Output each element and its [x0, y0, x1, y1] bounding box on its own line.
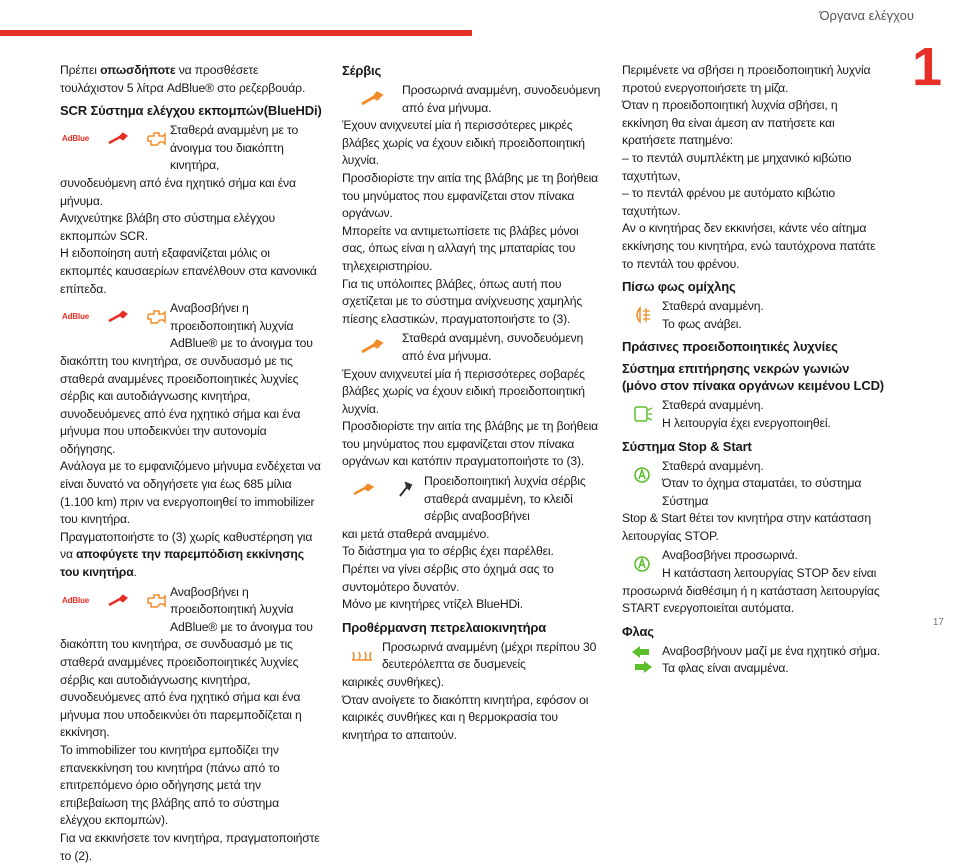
wrench-icon [353, 484, 375, 496]
preheat-cont-p3: Αν ο κινητήρας δεν εκκινήσει, κάντε νέο αίτημα εκκίνησης του κινητήρα, ενώ ταυτόχρονα πατάτε το πεντάλ του φρένου. [622, 221, 876, 271]
stop-start-icon [632, 554, 652, 574]
column-2 [342, 62, 604, 744]
engine-icon [146, 593, 168, 609]
dash-item-clutch: – το πεντάλ συμπλέκτη με μηχανικό κιβώτιο ταχυτήτων, [622, 150, 852, 183]
dash-item-brake: – το πεντάλ φρένου με αυτόματο κιβώτιο ταχυτήτων. [622, 186, 836, 218]
service-1-p1: Έχουν ανιχνευτεί μία ή περισσότερες μικρές βλάβες χωρίς να έχουν ειδική προειδοποιητική λυχνία. [342, 118, 585, 168]
service-icons-1 [342, 82, 402, 116]
scr-block-2-p3 [60, 529, 322, 582]
header-accent-bar [0, 30, 472, 36]
scr-block-3 [60, 584, 322, 637]
scr-block-1-p2: Ανιχνεύτηκε βλάβη στο σύστημα ελέγχου εκπομπών SCR. [60, 211, 276, 243]
preheat-title: Προθέρμανση πετρελαιοκινητήρα [342, 619, 547, 635]
stop-start-2-text [662, 547, 884, 582]
wrench-icon [108, 133, 128, 145]
service-block-1 [342, 82, 604, 117]
preheat-p1: Όταν ανοίγετε το διακόπτη κινητήρα, εφόσον οι καιρικές συνθήκες και η θερμοκρασία του κινητήρα το απαιτούν. [342, 692, 589, 742]
column-3 [622, 62, 884, 678]
scr-block-2-top: Αναβοσβήνει η προειδοποιητική λυχνία AdBlue® με το άνοιγμα του [170, 301, 313, 351]
wrench-icon [108, 595, 128, 607]
scr-block-2-p2: Ανάλογα με το εμφανιζόμενο μήνυμα ενδέχεται να είναι δυνατό να οδηγήσετε για έως 685 μίλια (1.100 km) πριν να ενεργοποιηθεί το immobilizer του κινητήρα. [60, 459, 321, 527]
scr-block-2-rest: διακόπτη του κινητήρα, σε συνδυασμό με τις σταθερά αναμμένες προειδοποιητικές λυχνίες σέρβις και αυτοδιάγνωσης κινητήρα, συνοδευόμενες από ένα ηχητικό σήμα και ένα μήνυμα που υποδεικνύει την αυτονομία οδήγησης. [60, 353, 301, 456]
glow-plug-icon [351, 650, 373, 662]
green-lights-title: Πράσινες προειδοποιητικές λυχνίες [622, 339, 838, 355]
intro-bold: οπωσδήποτε [100, 63, 176, 77]
scr-icons-1 [60, 122, 170, 156]
service-3-top: Προειδοποιητική λυχνία σέρβις σταθερά αναμμένη, το κλειδί σέρβις αναβοσβήνει [424, 474, 586, 524]
rear-fog-icons [622, 298, 662, 332]
stop-start-2-line2: Η κατάσταση λειτουργίας STOP δεν είναι [662, 566, 877, 581]
preheat-icons [342, 639, 382, 673]
indicators-icons [622, 643, 662, 677]
service-key-icon [397, 482, 413, 498]
stop-start-1-line2: Όταν το όχημα σταματάει, το σύστημα Σύστημα [662, 476, 862, 508]
rear-fog-title: Πίσω φως ομίχλης [622, 279, 736, 295]
service-1-top: Προσωρινά αναμμένη, συνοδευόμενη από ένα μήνυμα. [402, 83, 601, 115]
column-1 [60, 62, 322, 865]
rear-fog-text [662, 298, 884, 333]
service-3-p2: Πρέπει να γίνει σέρβις στο όχημά σας το συντομότερο δυνατόν. [342, 562, 554, 594]
scr-block-3-p3: Για να εκκινήσετε τον κινητήρα, πραγματοποιήστε το (2). [60, 830, 320, 863]
preheat-block [342, 639, 604, 674]
stop-start-icons-1 [622, 458, 662, 492]
indicators-title: Φλας [622, 623, 654, 639]
service-3-p3: Μόνο με κινητήρες ντίζελ BlueHDi. [342, 597, 523, 612]
stop-start-1-rest: Stop & Start θέτει τον κινητήρα στην κατάσταση λειτουργίας STOP. [622, 511, 872, 543]
service-title: Σέρβις [342, 63, 382, 78]
service-icons-3 [342, 473, 424, 507]
scr-icons-3 [60, 584, 170, 618]
blind-spot-block [622, 397, 884, 432]
rear-fog-line1: Σταθερά αναμμένη. [662, 299, 764, 314]
service-3-rest: και μετά σταθερά αναμμένο. [342, 526, 490, 541]
indicators-text [662, 643, 884, 678]
stop-start-1-line1: Σταθερά αναμμένη. [662, 458, 764, 473]
stop-start-icon [632, 465, 652, 485]
indicators-block [622, 643, 884, 678]
service-2-p1: Έχουν ανιχνευτεί μία ή περισσότερες σοβαρές βλάβες χωρίς να έχουν ειδική προειδοποιητική λυχνία. [342, 366, 585, 416]
service-icons-2 [342, 330, 402, 364]
service-block-2 [342, 330, 604, 365]
left-turn-arrow-icon [631, 645, 653, 659]
p3-suffix: . [133, 565, 137, 580]
p3-prefix: Πραγματοποιήστε το (3) χωρίς καθυστέρηση για να [60, 529, 313, 562]
stop-start-icons-2 [622, 547, 662, 581]
scr-block-1-top: Σταθερά αναμμένη με το άνοιγμα του διακόπτη κινητήρα, [170, 123, 299, 173]
rear-fog-light-icon [632, 306, 652, 324]
engine-icon [146, 309, 168, 325]
scr-block-3-p2: Το immobilizer του κινητήρα εμποδίζει την επανεκκίνηση του κινητήρα (πάνω από το επιτρεπόμενο όριο οδήγησης μετά την επιβεβαίωση της βλάβης από το σύστημα ελέγχου εκπομπών). [60, 742, 280, 828]
service-2-top: Σταθερά αναμμένη, συνοδευόμενη από ένα μήνυμα. [402, 331, 584, 363]
chapter-number: 1 [911, 37, 942, 97]
service-1-p4: Για τις υπόλοιπες βλάβες, όπως αυτή που σχετίζεται με το σύστημα ανίχνευσης χαμηλής πίεσης ελαστικών, πραγματοποιήστε το (3). [342, 276, 583, 326]
service-1-p3: Μπορείτε να αντιμετωπίσετε τις βλάβες μόνοι σας, όπως είναι η αλλαγή της μπαταρίας του τηλεχειριστηρίου. [342, 223, 579, 273]
page-number: 17 [932, 617, 944, 628]
wrench-icon [108, 311, 128, 323]
blind-spot-text [662, 397, 884, 432]
stop-start-2-rest: προσωρινά διαθέσιμη ή η κατάσταση λειτουργίας START ενεργοποιείται αυτόματα. [622, 583, 880, 616]
service-3-p1: Το διάστημα για το σέρβις έχει παρέλθει. [342, 544, 554, 559]
wrench-icon [360, 340, 384, 354]
scr-block-1-rest: συνοδευόμενη από ένα ηχητικό σήμα και ένα μήνυμα. [60, 175, 296, 208]
p3-bold: αποφύγετε την παρεμπόδιση εκκίνησης του κινητήρα [60, 547, 304, 580]
blind-spot-icon [631, 404, 653, 424]
scr-block-3-top: Αναβοσβήνει η προειδοποιητική λυχνία AdBlue® με το άνοιγμα του [170, 584, 313, 634]
stop-start-title: Σύστημα Stop & Start [622, 438, 752, 454]
rear-fog-line2: Το φως ανάβει. [662, 316, 742, 331]
blind-spot-line1: Σταθερά αναμμένη. [662, 398, 764, 413]
scr-block-1-p3: Η ειδοποίηση αυτή εξαφανίζεται μόλις οι εκπομπές καυσαερίων επανέλθουν στα κανονικά επίπεδα. [60, 246, 317, 296]
right-turn-arrow-icon [631, 660, 653, 674]
blind-spot-line2: Η λειτουργία έχει ενεργοποιηθεί. [662, 415, 831, 430]
stop-start-block-1 [622, 458, 884, 511]
scr-block-1 [60, 122, 322, 175]
preheat-cont-p2: Όταν η προειδοποιητική λυχνία σβήσει, η εκκίνηση θα είναι άμεση αν πατήσετε και κρατήσετε πατημένο: [622, 98, 838, 148]
stop-start-block-2 [622, 547, 884, 582]
preheat-rest: καιρικές συνθήκες). [342, 675, 444, 689]
scr-icons-2 [60, 300, 170, 334]
stop-start-2-line1: Αναβοσβήνει προσωρινά. [662, 548, 798, 563]
blind-spot-title: Σύστημα επιτήρησης νεκρών γωνιών (μόνο στον πίνακα οργάνων κειμένου LCD) [622, 361, 884, 394]
rear-fog-block [622, 298, 884, 333]
wrench-icon [360, 92, 384, 106]
indicators-line1: Αναβοσβήνουν μαζί με ένα ηχητικό σήμα. [662, 643, 881, 658]
adblue-icon: AdBlue [62, 595, 90, 605]
page-header-title: Όργανα ελέγχου [819, 8, 914, 23]
preheat-cont-p1: Περιμένετε να σβήσει η προειδοποιητική λυχνία προτού ενεργοποιήσετε τη μίζα. [622, 63, 871, 95]
scr-block-3-rest: διακόπτη του κινητήρα, σε συνδυασμό με τις σταθερά αναμμένες προειδοποιητικές λυχνίες σέρβις και αυτοδιάγνωσης κινητήρα, συνοδευόμενες από ένα ηχητικό σήμα και ένα μήνυμα που υποδεικνύει ότι παρεμποδίζεται η εκκίνηση. [60, 637, 302, 740]
intro-prefix: Πρέπει [60, 63, 101, 77]
indicators-line2: Τα φλας είναι αναμμένα. [662, 661, 789, 676]
adblue-icon: AdBlue [62, 134, 90, 144]
adblue-intro [60, 62, 322, 97]
service-2-p2: Προσδιορίστε την αιτία της βλάβης με τη βοήθεια του μηνύματος που εμφανίζεται στον πίνακα οργάνων και κατόπιν πραγματοποιήστε το (3). [342, 419, 599, 469]
scr-section-title: SCR Σύστημα ελέγχου εκπομπών(BlueHDi) [60, 103, 322, 119]
service-block-3 [342, 473, 604, 526]
scr-block-2 [60, 300, 322, 353]
preheat-top: Προσωρινά αναμμένη (μέχρι περίπου 30 δευτερόλεπτα σε δυσμενείς [382, 639, 597, 672]
intro-rest: να προσθέσετε τουλάχιστον 5 λίτρα AdBlue® στο ρεζερβουάρ. [60, 63, 306, 95]
blind-spot-icons [622, 397, 662, 431]
stop-start-1-text [662, 458, 884, 511]
adblue-icon: AdBlue [62, 312, 90, 322]
engine-icon [146, 131, 168, 147]
service-1-p2: Προσδιορίστε την αιτία της βλάβης με τη βοήθεια του μηνύματος που εμφανίζεται στον πίνακα οργάνων. [342, 170, 599, 221]
